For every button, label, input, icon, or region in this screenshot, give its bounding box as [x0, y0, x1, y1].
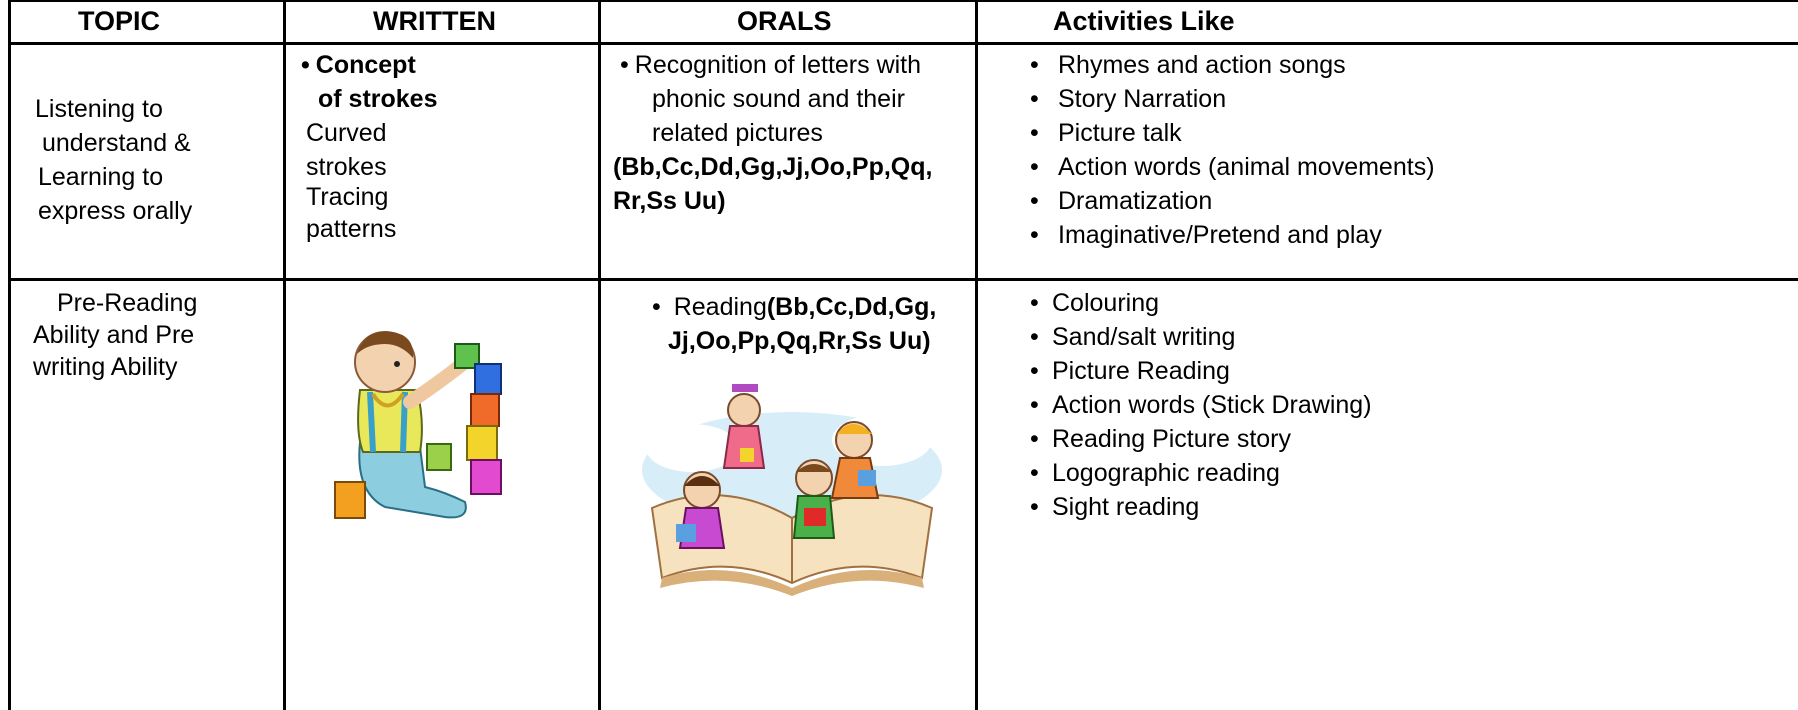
row1-written-line: patterns [306, 215, 397, 243]
row1-orals-line: related pictures [652, 119, 823, 147]
list-item: • Action words (animal movements) [1028, 150, 1435, 184]
header-row-border [8, 42, 1798, 45]
row1-topic-line: understand & [42, 129, 191, 157]
row1-orals-line [620, 48, 921, 82]
children-reading-book-illustration [632, 378, 950, 600]
row1-written-heading-cont: of strokes [318, 85, 438, 113]
row2-topic-line: Pre-Reading [57, 289, 198, 317]
row2-activities-list [1030, 286, 1372, 524]
row1-orals-letters: Rr,Ss Uu) [613, 187, 726, 215]
baby-with-blocks-illustration [325, 322, 515, 532]
row1-activities-list [1028, 48, 1435, 252]
list-item: • Picture talk [1028, 116, 1435, 150]
list-item: • Action words (Stick Drawing) [1030, 388, 1372, 422]
orals-text: Recognition of letters with [634, 51, 922, 79]
orals-reading-label: Reading [673, 293, 767, 321]
list-item: • Picture Reading [1030, 354, 1372, 388]
table-left-border [8, 0, 11, 710]
row1-topic-line: Listening to [35, 95, 163, 123]
table-top-border [8, 0, 1798, 2]
column-divider-activities [975, 0, 978, 710]
row2-orals-letters: Jj,Oo,Pp,Qq,Rr,Ss Uu) [668, 327, 931, 355]
header-written: WRITTEN [373, 6, 496, 36]
list-item: • Rhymes and action songs [1028, 48, 1435, 82]
row1-orals-line: phonic sound and their [652, 85, 905, 113]
row1-written-heading [301, 48, 416, 82]
row-divider [8, 278, 1798, 281]
header-activities: Activities Like [1053, 6, 1235, 36]
row1-written-line: Curved [306, 119, 387, 147]
row1-topic-line: express orally [38, 197, 193, 225]
header-topic: TOPIC [78, 6, 161, 36]
list-item: • Imaginative/Pretend and play [1028, 218, 1435, 252]
list-item: • Colouring [1030, 286, 1372, 320]
list-item: • Sand/salt writing [1030, 320, 1372, 354]
row1-orals-letters: (Bb,Cc,Dd,Gg,Jj,Oo,Pp,Qq, [613, 153, 933, 181]
header-orals: ORALS [737, 6, 832, 36]
row1-written-line: strokes [306, 153, 387, 181]
list-item: • Reading Picture story [1030, 422, 1372, 456]
row1-written-line: Tracing [306, 183, 389, 211]
list-item: • Dramatization [1028, 184, 1435, 218]
list-item: • Logographic reading [1030, 456, 1372, 490]
orals-reading-letters: (Bb,Cc,Dd,Gg, [766, 293, 937, 321]
column-divider-written [283, 0, 286, 710]
row1-topic-line: Learning to [38, 163, 164, 191]
column-divider-orals [598, 0, 601, 710]
list-item: • Story Narration [1028, 82, 1435, 116]
row2-orals-reading [652, 290, 936, 324]
row2-topic-line: writing Ability [33, 353, 178, 381]
written-bold-line: Concept [315, 51, 416, 79]
list-item: • Sight reading [1030, 490, 1372, 524]
row2-topic-line: Ability and Pre [33, 321, 195, 349]
